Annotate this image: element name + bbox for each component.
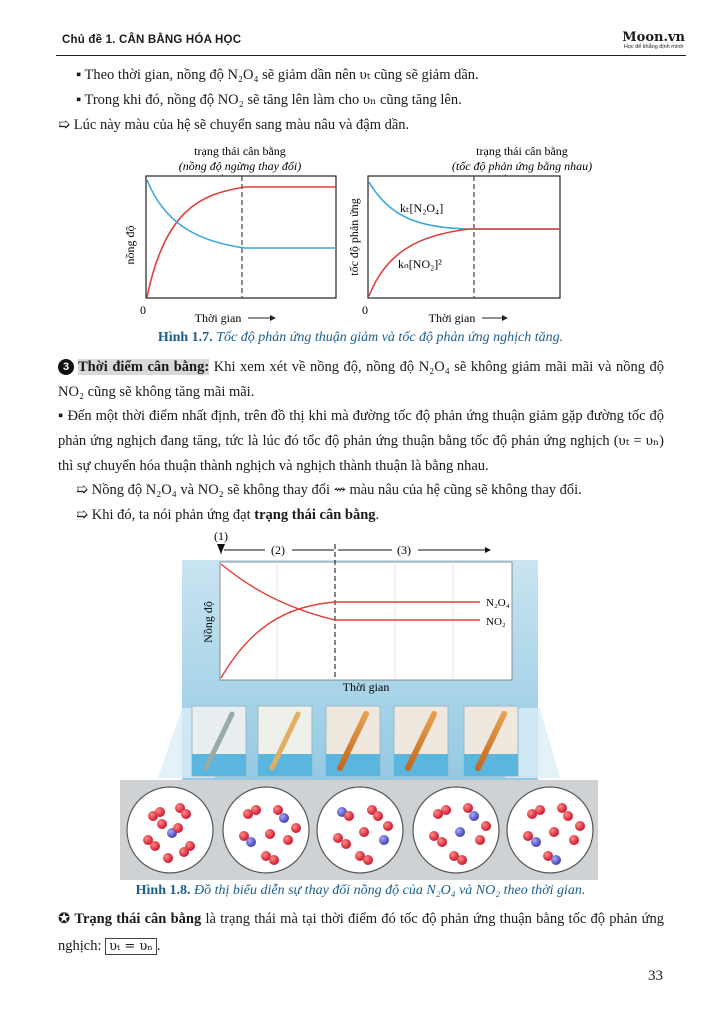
section-3-arrow-2	[76, 507, 379, 524]
right-label-kt: kₜ[N₂O₄]	[400, 201, 444, 215]
brand-tagline: Học để khẳng định mình	[623, 44, 684, 50]
figure-1-8	[120, 528, 598, 880]
figure-1-8-caption-num: Hình 1.8.	[135, 883, 191, 898]
molecule-circle-4	[413, 787, 499, 873]
left-x-arrow-head	[270, 315, 276, 321]
section-3-paragraph	[58, 355, 664, 405]
right-ylabel: tốc độ phản ứng	[347, 198, 361, 276]
figure-1-7-caption-num: Hình 1.7.	[157, 330, 213, 345]
brand-logo	[622, 30, 685, 50]
intro-bullet-1: ▪ Theo thời gian, nồng độ N₂O₄ sẽ giảm dần nên υₜ cũng sẽ giảm dần.	[76, 67, 479, 83]
section-3-arrow-2-bold: trạng thái cân bằng	[254, 507, 376, 523]
definition-paragraph: ✪ Trạng thái cân bằng là trạng thái mà tại thời điểm đó tốc độ phản ứng thuận bằng tốc độ phản ứng nghịch: υₜ = υₙ .	[58, 911, 664, 954]
figure-1-8-caption-text: Đồ thị biểu diễn sự thay đổi nồng độ của N₂O₄ và NO₂ theo thời gian.	[194, 883, 586, 898]
phase-1-label: (1)	[214, 529, 228, 543]
molecule-circle-2	[223, 787, 309, 873]
left-xlabel: Thời gian	[194, 311, 242, 325]
right-label-kn: kₙ[NO₂]²	[398, 257, 442, 271]
section-3-bullet-end: thì sự chuyển hóa thuận thành nghịch và nghịch thành thuận là bằng nhau.	[58, 458, 489, 474]
section-3-text: Khi xem xét về nồng độ, nồng độ N₂O₄ sẽ không giảm mãi mãi và nồng độ NO₂ cũng sẽ không tăng mãi mãi.	[58, 359, 664, 400]
tube-4	[394, 706, 448, 776]
tube-1	[192, 706, 246, 776]
left-chart-frame	[146, 176, 336, 298]
figure-1-8-caption	[0, 883, 721, 899]
brand-name: Moon.vn	[622, 30, 685, 45]
chapter-title: Chủ đề 1. CÂN BẰNG HÓA HỌC	[62, 34, 242, 46]
left-origin: 0	[140, 303, 146, 317]
right-xlabel: Thời gian	[428, 311, 476, 325]
tube-5	[464, 706, 518, 776]
tube-2	[258, 706, 312, 776]
intro-bullet-2: ▪ Trong khi đó, nồng độ NO₂ sẽ tăng lên làm cho υₙ cũng tăng lên.	[76, 92, 462, 108]
section-3-arrow-2-pre: ➯ Khi đó, ta nói phản ứng đạt	[76, 507, 255, 523]
label-n2o4: N₂O₄	[486, 597, 510, 609]
definition-star-icon: ✪	[58, 911, 71, 927]
molecule-circle-1	[127, 787, 213, 873]
section-3-bullet	[58, 404, 664, 479]
section-3-arrow-1: ➯ Nồng độ N₂O₄ và NO₂ sẽ không thay đổi ⇝ màu nâu của hệ cũng sẽ không thay đổi.	[76, 482, 582, 498]
right-annot-2: (tốc độ phản ứng bằng nhau)	[451, 159, 593, 173]
phase-2-label: (2)	[271, 543, 285, 557]
header-divider	[56, 55, 686, 56]
definition-equation: υₜ = υₙ	[105, 938, 157, 955]
definition-term: Trạng thái cân bằng	[74, 911, 202, 927]
section-3-heading: Thời điểm cân bằng:	[78, 359, 210, 375]
label-no2: NO₂	[486, 616, 506, 628]
right-chart-frame	[368, 176, 560, 298]
definition-text: là trạng thái mà tại thời điểm đó tốc độ phản ứng thuận bằng tốc độ phản ứng nghịch:	[58, 911, 664, 954]
section-3-number: 3	[58, 359, 74, 375]
right-annot-1: trạng thái cân bằng	[476, 144, 568, 158]
figure-1-8-xlabel: Thời gian	[342, 680, 390, 694]
figure-1-8-ylabel: Nồng độ	[201, 601, 215, 643]
left-ylabel: nồng độ	[123, 225, 137, 265]
tube-3	[326, 706, 380, 776]
section-3-arrow-2-post: .	[375, 507, 380, 523]
molecule-circle-5	[507, 787, 593, 873]
figure-1-7-caption-text: Tốc độ phản ứng thuận giảm và tốc độ phản ứng nghịch tăng.	[216, 330, 564, 345]
figure-1-7	[110, 140, 610, 328]
section-3-bullet-eq: (υₜ = υₙ)	[613, 433, 665, 449]
molecule-circle-3	[317, 787, 403, 873]
figure-1-8-chart-panel	[220, 562, 512, 680]
phase-3-arrow-head	[485, 547, 491, 553]
section-3-bullet-text: ▪ Đến một thời điểm nhất định, trên đồ thị khi mà đường tốc độ phản ứng thuận giảm gặp đường tốc độ phản ứng nghịch đang tăng, tức là lúc đó tốc độ phản ứng thuận bằng tốc độ phản ứng nghịch	[58, 408, 664, 449]
phase-3-label: (3)	[397, 543, 411, 557]
left-annot-1: trạng thái cân bằng	[194, 144, 286, 158]
left-annot-2: (nồng độ ngừng thay đổi)	[178, 159, 302, 173]
figure-1-7-caption	[0, 330, 721, 346]
page-number: 33	[648, 968, 663, 984]
right-x-arrow-head	[502, 315, 508, 321]
intro-arrow-line: ➯ Lúc này màu của hệ sẽ chuyển sang màu nâu và đậm dần.	[58, 117, 410, 133]
right-origin: 0	[362, 303, 368, 317]
